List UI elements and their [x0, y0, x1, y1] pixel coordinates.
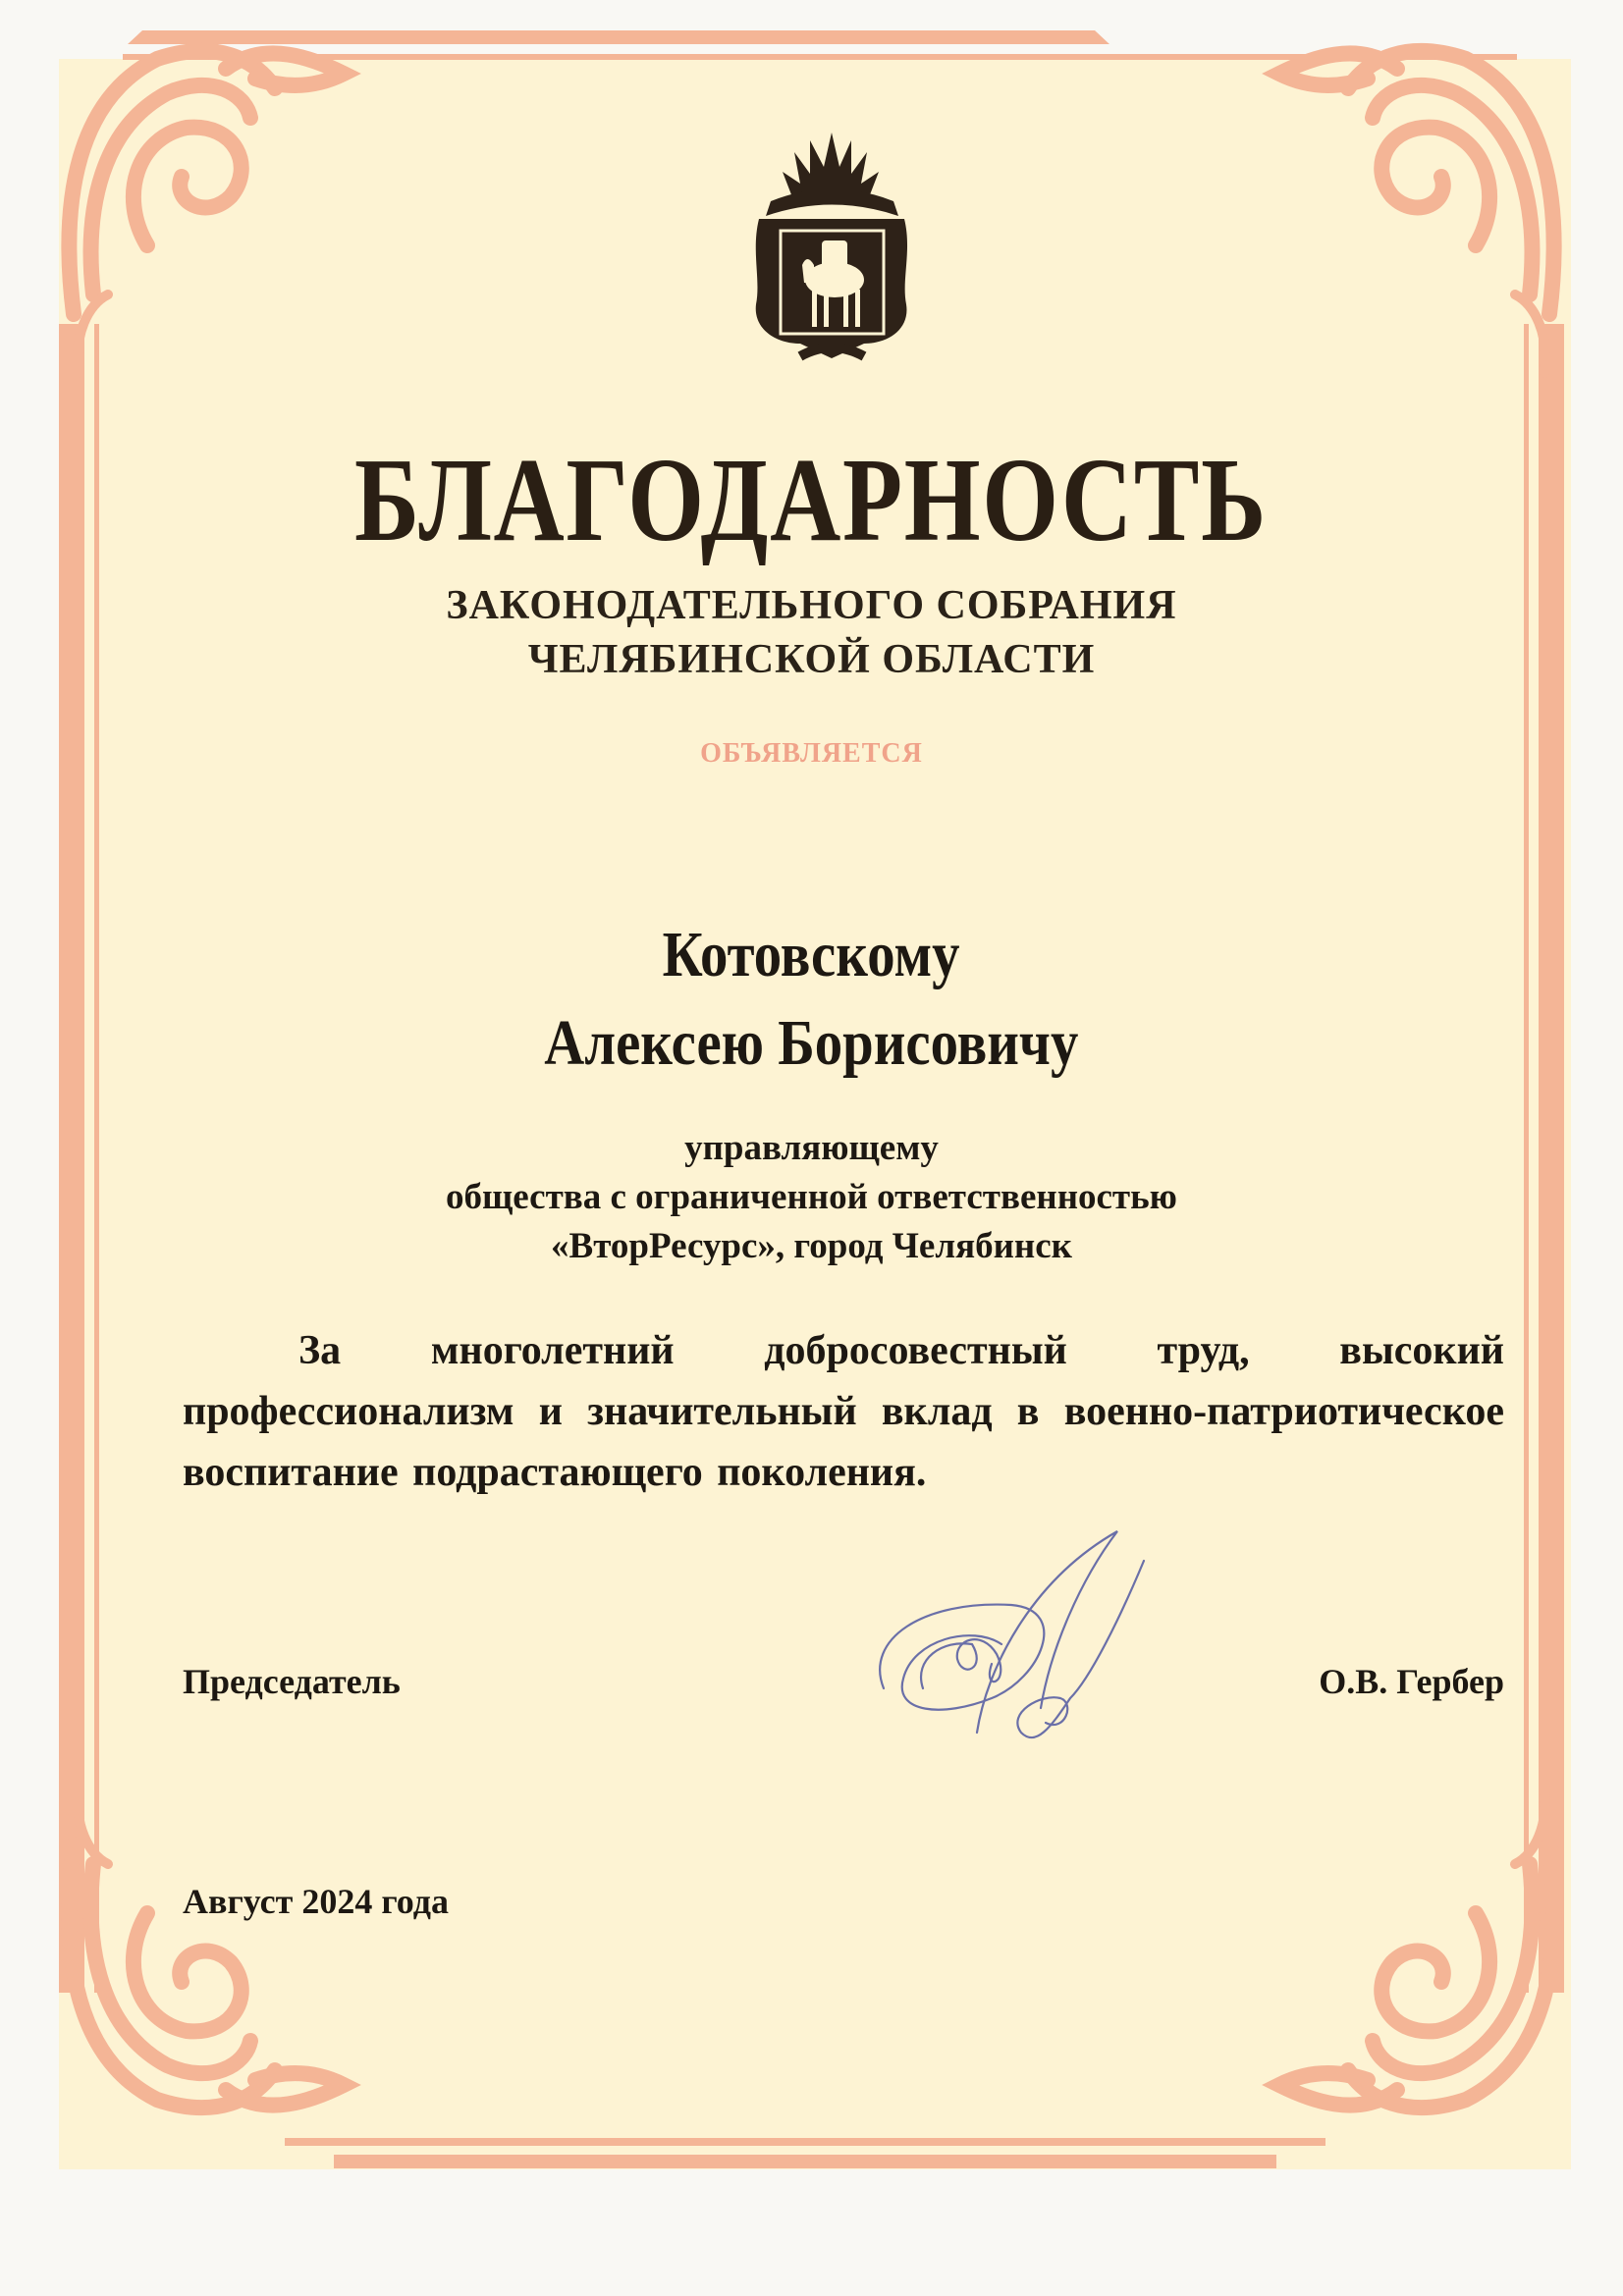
recipient-surname: [0, 918, 1623, 992]
handwritten-signature: [864, 1522, 1168, 1757]
recipient-surname-text: Котовскому: [663, 919, 960, 990]
announcement: ОБЪЯВЛЯЕТСЯ: [700, 738, 923, 769]
issuer-line-2: ЧЕЛЯБИНСКОЙ ОБЛАСТИ: [527, 637, 1096, 682]
position-line-1: управляющему: [684, 1128, 939, 1168]
signatory-title: Председатель: [183, 1662, 401, 1701]
coat-of-arms-emblem: [741, 133, 923, 373]
position-line-2: общества с ограниченной ответственностью: [446, 1177, 1177, 1217]
issuer-line-1: ЗАКОНОДАТЕЛЬНОГО СОБРАНИЯ: [446, 583, 1177, 628]
recipient-given-names: [0, 1006, 1623, 1081]
position-line-3: «ВторРесурс», город Челябинск: [551, 1226, 1072, 1266]
recipient-given-names-text: Алексею Борисовичу: [544, 1007, 1079, 1079]
award-reason: За многолетний добросовестный труд, высокий профессионализм и значительный вклад в военно-патриотическое воспитание подрастающего поколения.: [183, 1328, 1504, 1495]
title-text: БЛАГОДАРНОСТЬ: [354, 434, 1269, 566]
signatory-name: О.В. Гербер: [1319, 1662, 1504, 1701]
document-date: Август 2024 года: [183, 1882, 449, 1921]
document-title: [0, 432, 1623, 569]
